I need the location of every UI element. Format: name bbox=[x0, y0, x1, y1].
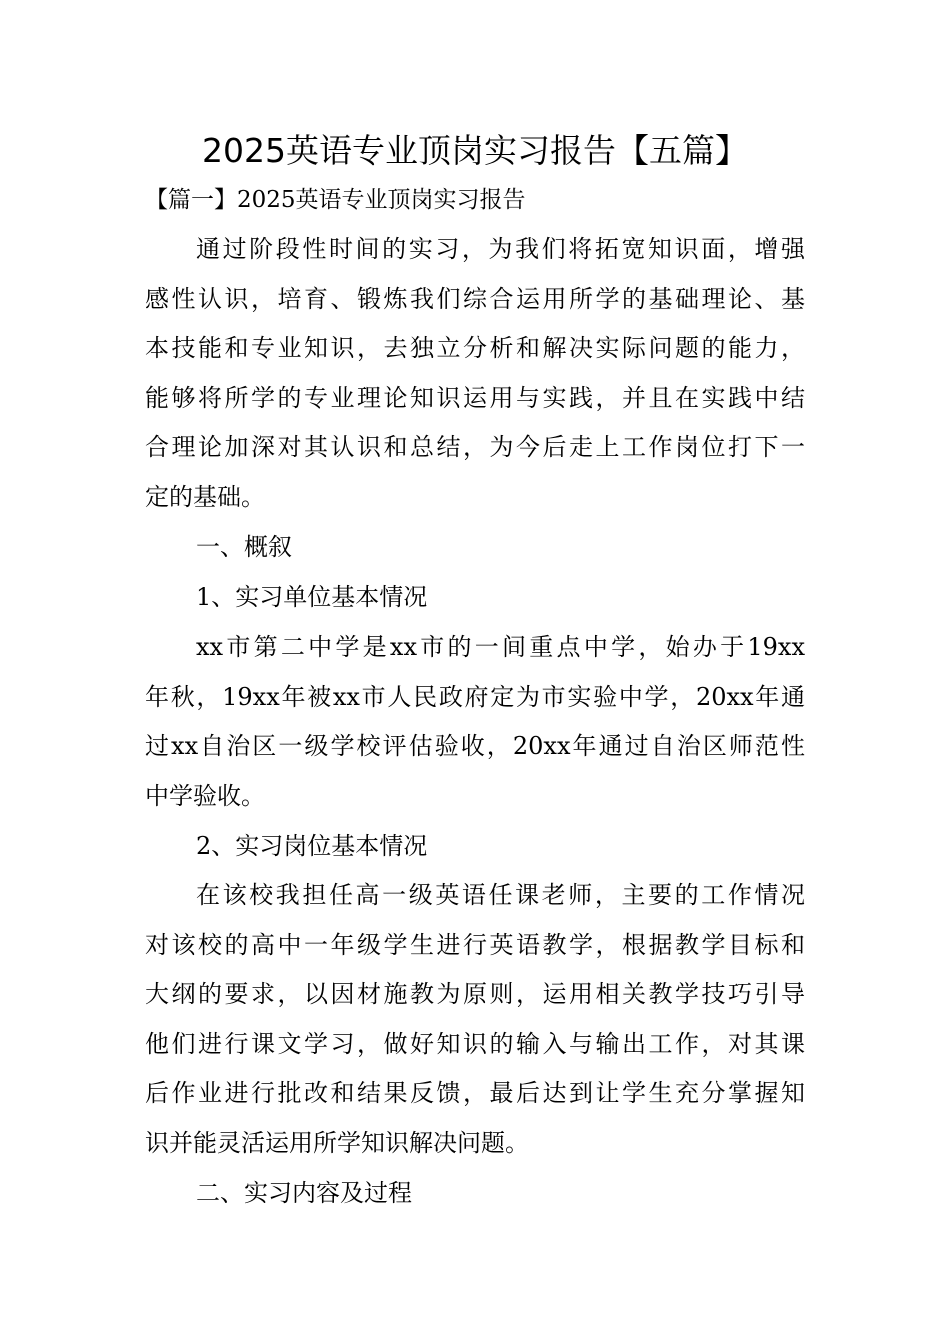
paragraph-line: 定的基础。 bbox=[145, 483, 265, 511]
paragraph-line: xx市第二中学是xx市的一间重点中学，始办于19xx bbox=[196, 633, 805, 661]
subheading-line: 1、实习单位基本情况 bbox=[196, 583, 428, 611]
paragraph-line: 识并能灵活运用所学知识解决问题。 bbox=[145, 1129, 529, 1157]
paragraph-line: 后作业进行批改和结果反馈，最后达到让学生充分掌握知 bbox=[145, 1079, 805, 1107]
paragraph-line: 他们进行课文学习，做好知识的输入与输出工作，对其课 bbox=[145, 1030, 805, 1058]
paragraph-line: 本技能和专业知识，去独立分析和解决实际问题的能力， bbox=[145, 334, 805, 362]
paragraph-line: 过xx自治区一级学校评估验收，20xx年通过自治区师范性 bbox=[145, 732, 805, 760]
paragraph-line: 感性认识，培育、锻炼我们综合运用所学的基础理论、基 bbox=[145, 285, 805, 313]
heading-line: 一、概叙 bbox=[196, 533, 292, 561]
paragraph-line: 大纲的要求，以因材施教为原则，运用相关教学技巧引导 bbox=[145, 980, 805, 1008]
subheading-line: 2、实习岗位基本情况 bbox=[196, 832, 428, 860]
paragraph-line: 在该校我担任高一级英语任课老师，主要的工作情况 bbox=[196, 881, 805, 909]
document-title: 2025英语专业顶岗实习报告【五篇】 bbox=[202, 131, 748, 170]
paragraph-line: 能够将所学的专业理论知识运用与实践，并且在实践中结 bbox=[145, 384, 805, 412]
heading-line: 二、实习内容及过程 bbox=[196, 1179, 412, 1207]
paragraph-line: 通过阶段性时间的实习，为我们将拓宽知识面，增强 bbox=[196, 235, 805, 263]
paragraph-line: 中学验收。 bbox=[145, 782, 265, 810]
paragraph-line: 合理论加深对其认识和总结，为今后走上工作岗位打下一 bbox=[145, 433, 805, 461]
paragraph-line: 对该校的高中一年级学生进行英语教学，根据教学目标和 bbox=[145, 931, 805, 959]
section-heading: 【篇一】2025英语专业顶岗实习报告 bbox=[145, 187, 526, 213]
paragraph-line: 年秋，19xx年被xx市人民政府定为市实验中学，20xx年通 bbox=[145, 683, 805, 711]
